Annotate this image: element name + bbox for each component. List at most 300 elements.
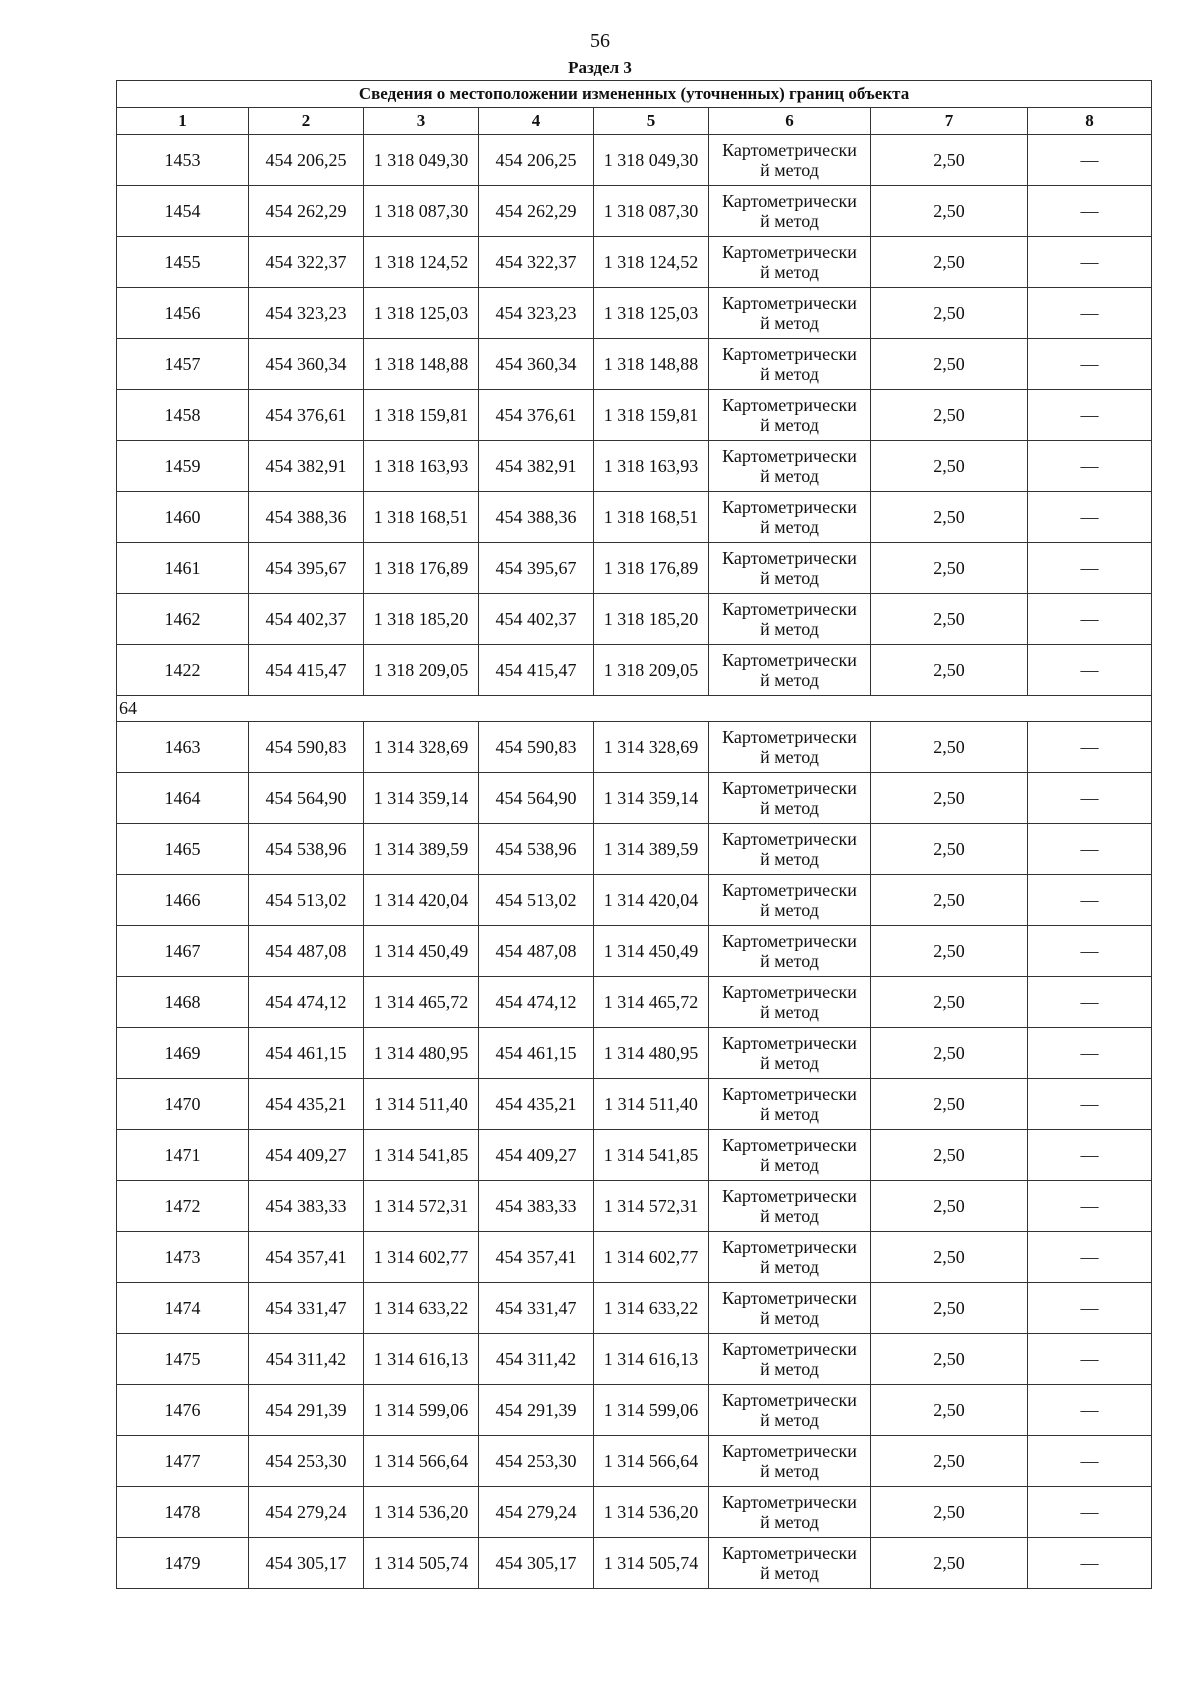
y-existing-cell: 1 314 450,49	[364, 926, 479, 977]
point-number-cell: 1457	[117, 339, 249, 390]
description-cell: —	[1028, 1436, 1152, 1487]
method-text-line-2: й метод	[760, 1155, 819, 1175]
method-text-line-2: й метод	[760, 900, 819, 920]
description-cell: —	[1028, 773, 1152, 824]
y-refined-cell: 1 318 159,81	[594, 390, 709, 441]
column-header: 7	[871, 108, 1028, 135]
point-number-cell: 1464	[117, 773, 249, 824]
y-refined-cell: 1 318 168,51	[594, 492, 709, 543]
method-text-line-2: й метод	[760, 211, 819, 231]
accuracy-cell: 2,50	[871, 1487, 1028, 1538]
y-existing-cell: 1 314 566,64	[364, 1436, 479, 1487]
description-cell: —	[1028, 1028, 1152, 1079]
accuracy-cell: 2,50	[871, 926, 1028, 977]
y-existing-cell: 1 314 599,06	[364, 1385, 479, 1436]
method-cell	[709, 977, 871, 1028]
contour-group-row	[117, 696, 1152, 722]
method-text-line-1: Картометрически	[722, 599, 857, 619]
accuracy-cell: 2,50	[871, 977, 1028, 1028]
x-refined-cell: 454 395,67	[479, 543, 594, 594]
y-existing-cell: 1 318 176,89	[364, 543, 479, 594]
accuracy-cell: 2,50	[871, 824, 1028, 875]
point-number-cell: 1468	[117, 977, 249, 1028]
y-existing-cell: 1 318 159,81	[364, 390, 479, 441]
x-refined-cell: 454 474,12	[479, 977, 594, 1028]
accuracy-cell: 2,50	[871, 1130, 1028, 1181]
method-text-line-2: й метод	[760, 160, 819, 180]
method-text-line-1: Картометрически	[722, 829, 857, 849]
point-number-cell: 1465	[117, 824, 249, 875]
description-cell: —	[1028, 926, 1152, 977]
method-text-line-1: Картометрически	[722, 242, 857, 262]
table-row	[117, 645, 1152, 696]
accuracy-cell: 2,50	[871, 1079, 1028, 1130]
accuracy-cell: 2,50	[871, 492, 1028, 543]
method-text-line-1: Картометрически	[722, 727, 857, 747]
table-row	[117, 1079, 1152, 1130]
table-row	[117, 773, 1152, 824]
x-existing-cell: 454 206,25	[249, 135, 364, 186]
method-text-line-2: й метод	[760, 415, 819, 435]
x-existing-cell: 454 323,23	[249, 288, 364, 339]
accuracy-cell: 2,50	[871, 441, 1028, 492]
description-cell: —	[1028, 1385, 1152, 1436]
table-row	[117, 543, 1152, 594]
method-cell	[709, 339, 871, 390]
accuracy-cell: 2,50	[871, 1334, 1028, 1385]
method-text-line-1: Картометрически	[722, 1339, 857, 1359]
x-refined-cell: 454 305,17	[479, 1538, 594, 1589]
method-cell	[709, 645, 871, 696]
y-existing-cell: 1 318 163,93	[364, 441, 479, 492]
x-refined-cell: 454 311,42	[479, 1334, 594, 1385]
description-cell: —	[1028, 186, 1152, 237]
y-refined-cell: 1 318 209,05	[594, 645, 709, 696]
accuracy-cell: 2,50	[871, 543, 1028, 594]
table-row	[117, 441, 1152, 492]
method-cell	[709, 773, 871, 824]
method-cell	[709, 1487, 871, 1538]
section-title: Раздел 3	[568, 58, 632, 77]
method-text-line-2: й метод	[760, 1104, 819, 1124]
method-cell	[709, 1232, 871, 1283]
method-text-line-2: й метод	[760, 1359, 819, 1379]
x-existing-cell: 454 382,91	[249, 441, 364, 492]
y-refined-cell: 1 314 505,74	[594, 1538, 709, 1589]
table-row	[117, 135, 1152, 186]
accuracy-cell: 2,50	[871, 288, 1028, 339]
y-refined-cell: 1 314 536,20	[594, 1487, 709, 1538]
table-row	[117, 339, 1152, 390]
x-existing-cell: 454 279,24	[249, 1487, 364, 1538]
table-row	[117, 288, 1152, 339]
method-cell	[709, 237, 871, 288]
point-number-cell: 1470	[117, 1079, 249, 1130]
point-number-cell: 1475	[117, 1334, 249, 1385]
y-existing-cell: 1 318 148,88	[364, 339, 479, 390]
description-cell: —	[1028, 441, 1152, 492]
y-refined-cell: 1 318 185,20	[594, 594, 709, 645]
y-existing-cell: 1 314 572,31	[364, 1181, 479, 1232]
method-text-line-2: й метод	[760, 1563, 819, 1583]
y-existing-cell: 1 314 389,59	[364, 824, 479, 875]
method-text-line-2: й метод	[760, 313, 819, 333]
table-row	[117, 1130, 1152, 1181]
point-number-cell: 1478	[117, 1487, 249, 1538]
y-existing-cell: 1 314 633,22	[364, 1283, 479, 1334]
x-refined-cell: 454 331,47	[479, 1283, 594, 1334]
method-text-line-1: Картометрически	[722, 1237, 857, 1257]
point-number-cell: 1458	[117, 390, 249, 441]
accuracy-cell: 2,50	[871, 773, 1028, 824]
method-cell	[709, 926, 871, 977]
method-text-line-1: Картометрически	[722, 446, 857, 466]
y-refined-cell: 1 314 420,04	[594, 875, 709, 926]
description-cell: —	[1028, 1232, 1152, 1283]
method-cell	[709, 1028, 871, 1079]
x-existing-cell: 454 322,37	[249, 237, 364, 288]
y-existing-cell: 1 314 541,85	[364, 1130, 479, 1181]
y-existing-cell: 1 318 087,30	[364, 186, 479, 237]
method-text-line-2: й метод	[760, 568, 819, 588]
column-header: 2	[249, 108, 364, 135]
x-existing-cell: 454 357,41	[249, 1232, 364, 1283]
x-existing-cell: 454 474,12	[249, 977, 364, 1028]
y-existing-cell: 1 318 125,03	[364, 288, 479, 339]
description-cell: —	[1028, 339, 1152, 390]
table-row	[117, 594, 1152, 645]
column-header: 1	[117, 108, 249, 135]
table-row	[117, 926, 1152, 977]
y-refined-cell: 1 314 389,59	[594, 824, 709, 875]
x-existing-cell: 454 513,02	[249, 875, 364, 926]
method-text-line-2: й метод	[760, 1512, 819, 1532]
method-text-line-1: Картометрически	[722, 982, 857, 1002]
column-header-row	[117, 108, 1152, 135]
table-row	[117, 1028, 1152, 1079]
method-text-line-2: й метод	[760, 619, 819, 639]
method-text-line-1: Картометрически	[722, 1084, 857, 1104]
x-refined-cell: 454 513,02	[479, 875, 594, 926]
y-refined-cell: 1 314 480,95	[594, 1028, 709, 1079]
y-refined-cell: 1 318 087,30	[594, 186, 709, 237]
method-cell	[709, 722, 871, 773]
method-text-line-1: Картометрически	[722, 1186, 857, 1206]
table-row	[117, 1334, 1152, 1385]
method-text-line-1: Картометрически	[722, 1288, 857, 1308]
x-refined-cell: 454 590,83	[479, 722, 594, 773]
method-text-line-1: Картометрически	[722, 395, 857, 415]
method-text-line-2: й метод	[760, 1461, 819, 1481]
method-cell	[709, 875, 871, 926]
table-row	[117, 1436, 1152, 1487]
x-existing-cell: 454 395,67	[249, 543, 364, 594]
y-refined-cell: 1 314 465,72	[594, 977, 709, 1028]
x-refined-cell: 454 376,61	[479, 390, 594, 441]
method-text-line-2: й метод	[760, 1257, 819, 1277]
point-number-cell: 1422	[117, 645, 249, 696]
column-header: 3	[364, 108, 479, 135]
y-existing-cell: 1 318 209,05	[364, 645, 479, 696]
y-refined-cell: 1 314 616,13	[594, 1334, 709, 1385]
description-cell: —	[1028, 1130, 1152, 1181]
x-existing-cell: 454 376,61	[249, 390, 364, 441]
point-number-cell: 1455	[117, 237, 249, 288]
table-row	[117, 1181, 1152, 1232]
method-cell	[709, 186, 871, 237]
x-existing-cell: 454 564,90	[249, 773, 364, 824]
x-existing-cell: 454 253,30	[249, 1436, 364, 1487]
description-cell: —	[1028, 645, 1152, 696]
accuracy-cell: 2,50	[871, 135, 1028, 186]
x-refined-cell: 454 435,21	[479, 1079, 594, 1130]
description-cell: —	[1028, 1181, 1152, 1232]
method-text-line-2: й метод	[760, 1206, 819, 1226]
x-refined-cell: 454 253,30	[479, 1436, 594, 1487]
method-cell	[709, 1130, 871, 1181]
point-number-cell: 1476	[117, 1385, 249, 1436]
method-text-line-1: Картометрически	[722, 140, 857, 160]
x-refined-cell: 454 279,24	[479, 1487, 594, 1538]
description-cell: —	[1028, 1334, 1152, 1385]
y-existing-cell: 1 314 505,74	[364, 1538, 479, 1589]
description-cell: —	[1028, 543, 1152, 594]
accuracy-cell: 2,50	[871, 1538, 1028, 1589]
point-number-cell: 1454	[117, 186, 249, 237]
x-refined-cell: 454 357,41	[479, 1232, 594, 1283]
method-cell	[709, 390, 871, 441]
method-text-line-1: Картометрически	[722, 1033, 857, 1053]
table-row	[117, 875, 1152, 926]
y-existing-cell: 1 314 420,04	[364, 875, 479, 926]
method-cell	[709, 1385, 871, 1436]
y-refined-cell: 1 318 124,52	[594, 237, 709, 288]
y-refined-cell: 1 318 148,88	[594, 339, 709, 390]
method-cell	[709, 1334, 871, 1385]
method-text-line-1: Картометрически	[722, 548, 857, 568]
accuracy-cell: 2,50	[871, 1028, 1028, 1079]
x-existing-cell: 454 461,15	[249, 1028, 364, 1079]
table-row	[117, 1538, 1152, 1589]
table-title: Сведения о местоположении измененных (уточненных) границ объекта	[117, 81, 1152, 108]
y-existing-cell: 1 314 480,95	[364, 1028, 479, 1079]
method-text-line-1: Картометрически	[722, 931, 857, 951]
method-text-line-1: Картометрически	[722, 1441, 857, 1461]
description-cell: —	[1028, 875, 1152, 926]
y-refined-cell: 1 318 049,30	[594, 135, 709, 186]
y-existing-cell: 1 314 359,14	[364, 773, 479, 824]
description-cell: —	[1028, 1079, 1152, 1130]
point-number-cell: 1459	[117, 441, 249, 492]
method-text-line-2: й метод	[760, 1410, 819, 1430]
point-number-cell: 1460	[117, 492, 249, 543]
table-row	[117, 237, 1152, 288]
point-number-cell: 1467	[117, 926, 249, 977]
y-existing-cell: 1 314 602,77	[364, 1232, 479, 1283]
point-number-cell: 1466	[117, 875, 249, 926]
y-refined-cell: 1 318 163,93	[594, 441, 709, 492]
description-cell: —	[1028, 288, 1152, 339]
y-existing-cell: 1 318 124,52	[364, 237, 479, 288]
method-text-line-1: Картометрически	[722, 191, 857, 211]
column-header: 6	[709, 108, 871, 135]
table-row	[117, 492, 1152, 543]
method-text-line-1: Картометрически	[722, 293, 857, 313]
x-refined-cell: 454 402,37	[479, 594, 594, 645]
description-cell: —	[1028, 1283, 1152, 1334]
x-refined-cell: 454 415,47	[479, 645, 594, 696]
table-row	[117, 1232, 1152, 1283]
table-body	[117, 81, 1152, 1589]
method-text-line-2: й метод	[760, 849, 819, 869]
description-cell: —	[1028, 492, 1152, 543]
table-row	[117, 186, 1152, 237]
x-existing-cell: 454 331,47	[249, 1283, 364, 1334]
point-number-cell: 1463	[117, 722, 249, 773]
table-row	[117, 977, 1152, 1028]
accuracy-cell: 2,50	[871, 594, 1028, 645]
point-number-cell: 1471	[117, 1130, 249, 1181]
method-cell	[709, 1079, 871, 1130]
x-existing-cell: 454 415,47	[249, 645, 364, 696]
method-text-line-1: Картометрически	[722, 1492, 857, 1512]
description-cell: —	[1028, 594, 1152, 645]
x-refined-cell: 454 383,33	[479, 1181, 594, 1232]
x-existing-cell: 454 291,39	[249, 1385, 364, 1436]
method-cell	[709, 135, 871, 186]
x-refined-cell: 454 538,96	[479, 824, 594, 875]
y-refined-cell: 1 314 566,64	[594, 1436, 709, 1487]
x-refined-cell: 454 382,91	[479, 441, 594, 492]
x-existing-cell: 454 311,42	[249, 1334, 364, 1385]
x-existing-cell: 454 409,27	[249, 1130, 364, 1181]
column-header: 8	[1028, 108, 1152, 135]
method-cell	[709, 288, 871, 339]
boundary-coordinates-table	[116, 80, 1152, 1589]
y-refined-cell: 1 314 541,85	[594, 1130, 709, 1181]
method-text-line-2: й метод	[760, 951, 819, 971]
x-existing-cell: 454 538,96	[249, 824, 364, 875]
description-cell: —	[1028, 977, 1152, 1028]
y-refined-cell: 1 314 599,06	[594, 1385, 709, 1436]
method-text-line-1: Картометрически	[722, 650, 857, 670]
point-number-cell: 1479	[117, 1538, 249, 1589]
table-row	[117, 722, 1152, 773]
column-header: 5	[594, 108, 709, 135]
description-cell: —	[1028, 135, 1152, 186]
point-number-cell: 1461	[117, 543, 249, 594]
accuracy-cell: 2,50	[871, 1181, 1028, 1232]
x-refined-cell: 454 262,29	[479, 186, 594, 237]
y-refined-cell: 1 318 176,89	[594, 543, 709, 594]
y-existing-cell: 1 318 168,51	[364, 492, 479, 543]
method-text-line-1: Картометрически	[722, 344, 857, 364]
accuracy-cell: 2,50	[871, 1283, 1028, 1334]
method-text-line-1: Картометрически	[722, 880, 857, 900]
y-refined-cell: 1 314 602,77	[594, 1232, 709, 1283]
method-text-line-2: й метод	[760, 364, 819, 384]
y-existing-cell: 1 314 536,20	[364, 1487, 479, 1538]
table-row	[117, 1487, 1152, 1538]
y-refined-cell: 1 314 359,14	[594, 773, 709, 824]
method-text-line-1: Картометрически	[722, 1543, 857, 1563]
x-existing-cell: 454 487,08	[249, 926, 364, 977]
table-row	[117, 824, 1152, 875]
description-cell: —	[1028, 824, 1152, 875]
description-cell: —	[1028, 1487, 1152, 1538]
method-text-line-1: Картометрически	[722, 1390, 857, 1410]
method-text-line-2: й метод	[760, 466, 819, 486]
y-refined-cell: 1 314 633,22	[594, 1283, 709, 1334]
contour-number: 64	[117, 696, 1152, 722]
accuracy-cell: 2,50	[871, 186, 1028, 237]
y-existing-cell: 1 314 465,72	[364, 977, 479, 1028]
method-cell	[709, 543, 871, 594]
y-existing-cell: 1 318 185,20	[364, 594, 479, 645]
y-existing-cell: 1 314 616,13	[364, 1334, 479, 1385]
accuracy-cell: 2,50	[871, 1385, 1028, 1436]
method-text-line-2: й метод	[760, 517, 819, 537]
x-refined-cell: 454 409,27	[479, 1130, 594, 1181]
y-refined-cell: 1 314 511,40	[594, 1079, 709, 1130]
accuracy-cell: 2,50	[871, 875, 1028, 926]
description-cell: —	[1028, 237, 1152, 288]
description-cell: —	[1028, 1538, 1152, 1589]
method-cell	[709, 1283, 871, 1334]
method-text-line-2: й метод	[760, 798, 819, 818]
method-text-line-2: й метод	[760, 1002, 819, 1022]
y-refined-cell: 1 314 450,49	[594, 926, 709, 977]
accuracy-cell: 2,50	[871, 1232, 1028, 1283]
method-cell	[709, 824, 871, 875]
y-refined-cell: 1 314 572,31	[594, 1181, 709, 1232]
table-title-row	[117, 81, 1152, 108]
x-refined-cell: 454 322,37	[479, 237, 594, 288]
table-row	[117, 1283, 1152, 1334]
x-existing-cell: 454 360,34	[249, 339, 364, 390]
x-existing-cell: 454 262,29	[249, 186, 364, 237]
description-cell: —	[1028, 390, 1152, 441]
accuracy-cell: 2,50	[871, 237, 1028, 288]
y-refined-cell: 1 318 125,03	[594, 288, 709, 339]
y-refined-cell: 1 314 328,69	[594, 722, 709, 773]
y-existing-cell: 1 318 049,30	[364, 135, 479, 186]
point-number-cell: 1473	[117, 1232, 249, 1283]
point-number-cell: 1462	[117, 594, 249, 645]
accuracy-cell: 2,50	[871, 1436, 1028, 1487]
x-existing-cell: 454 590,83	[249, 722, 364, 773]
column-header: 4	[479, 108, 594, 135]
method-text-line-2: й метод	[760, 1053, 819, 1073]
table-row	[117, 390, 1152, 441]
x-existing-cell: 454 305,17	[249, 1538, 364, 1589]
point-number-cell: 1469	[117, 1028, 249, 1079]
x-refined-cell: 454 564,90	[479, 773, 594, 824]
method-cell	[709, 441, 871, 492]
table-row	[117, 1385, 1152, 1436]
x-refined-cell: 454 360,34	[479, 339, 594, 390]
page-number: 56	[590, 30, 610, 52]
accuracy-cell: 2,50	[871, 722, 1028, 773]
method-text-line-1: Картометрически	[722, 1135, 857, 1155]
x-refined-cell: 454 487,08	[479, 926, 594, 977]
method-cell	[709, 1538, 871, 1589]
method-text-line-2: й метод	[760, 670, 819, 690]
x-existing-cell: 454 383,33	[249, 1181, 364, 1232]
x-refined-cell: 454 388,36	[479, 492, 594, 543]
accuracy-cell: 2,50	[871, 390, 1028, 441]
method-cell	[709, 1181, 871, 1232]
